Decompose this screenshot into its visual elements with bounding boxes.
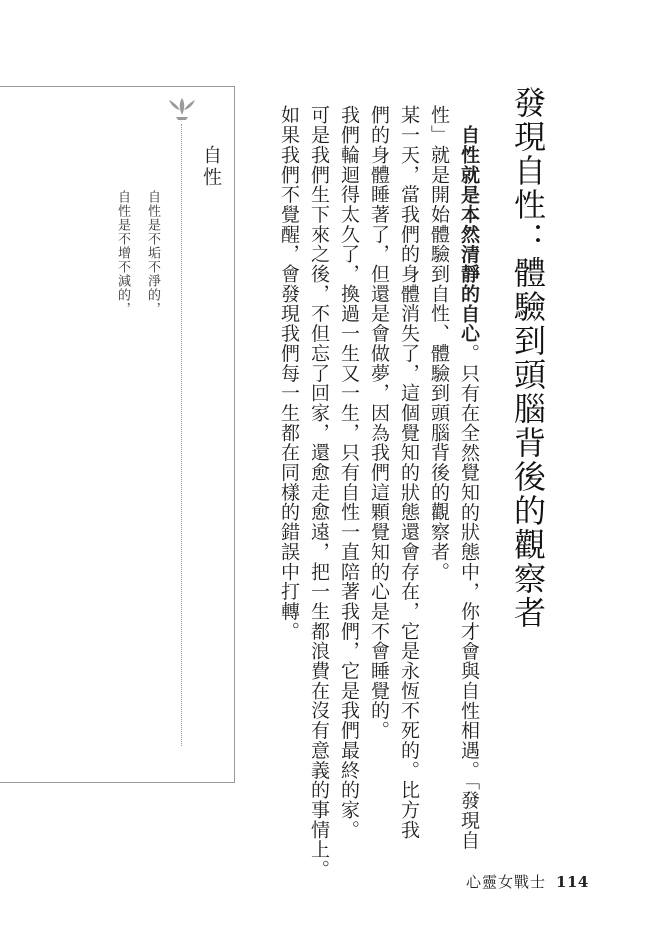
sidebar-title: 自性 [200,145,222,189]
sidebar-verse-line: 自性是不增不減的， [115,190,130,316]
chapter-title: 發現自性：體驗到頭腦背後的觀察者 [509,86,547,630]
body-paragraph: 性」就是開始體驗到自性、體驗到頭腦背後的觀察者。 [428,105,450,582]
body-paragraph [458,125,480,850]
body-paragraph: 我們輪迴得太久了，換過一生又一生，只有自性一直陪著我們，它是我們最終的家。 [338,105,360,840]
bold-lead-phrase: 自性就是本然清靜的自心 [458,125,480,344]
fleur-ornament-icon [168,96,196,122]
body-paragraph: 們的身體睡著了，但還是會做夢，因為我們這顆覺知的心是不會睡覺的。 [368,105,390,741]
page-footer [466,871,589,892]
paragraph-text: 。只有在全然覺知的狀態中，你才會與自性相遇。「發現自 [458,343,480,850]
body-paragraph: 如果我們不覺醒，會發現我們每一生都在同樣的錯誤中打轉。 [278,105,300,641]
sidebar-verse-line: 自性是不垢不淨的， [145,190,160,316]
page-number: 114 [556,873,589,891]
body-paragraph: 某一天，當我們的身體消失了，這個覺知的狀態還會存在，它是永恆不死的。比方我 [398,105,420,840]
dotted-divider [181,124,182,746]
footer-book-title: 心靈女戰士 [466,873,547,891]
body-paragraph: 可是我們生下來之後，不但忘了回家，還愈走愈遠，把一生都浪費在沒有意義的事情上。 [308,105,330,880]
